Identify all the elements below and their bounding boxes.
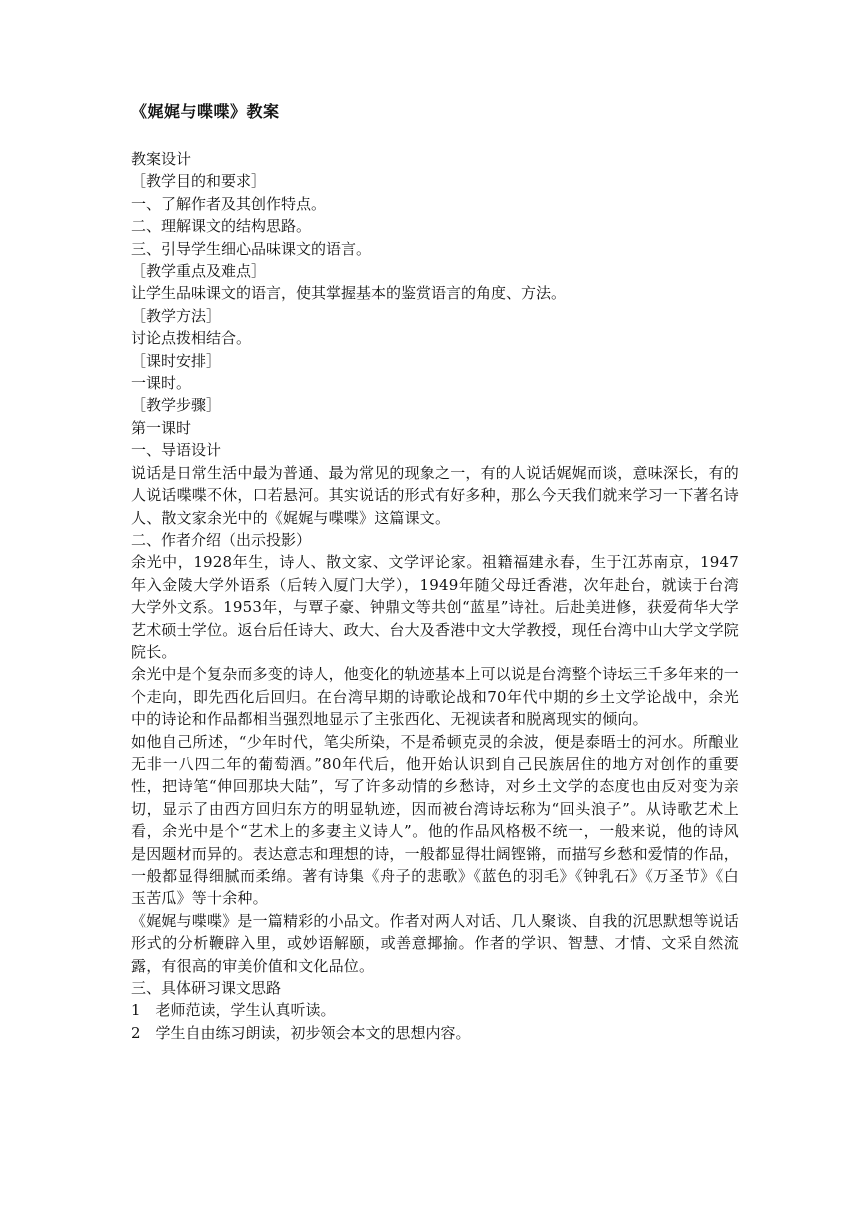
list-item: 二、理解课文的结构思路。 (131, 217, 312, 236)
section-heading: 一、导语设计 (131, 441, 222, 460)
document-title: 《娓娓与喋喋》教案 (131, 102, 280, 121)
numbered-item: 2 学生自由练习朗读，初步领会本文的思想内容。 (131, 1023, 471, 1042)
bracket-heading: ［教学方法］ (131, 306, 222, 325)
bracket-heading: ［课时安排］ (131, 351, 222, 370)
paragraph: 如他自己所述，“少年时代，笔尖所染，不是希顿克灵的余波，便是泰晤士的河水。所酿业无非一八四二年的葡萄酒。”80年代后，他开始认识到自己民族居住的地方对创作的重要性，把诗笔“伸回那块大陆”，写了许多动情的乡愁诗，对乡土文学的态度也由反对变为亲切，显示了由西方回归东方的明显轨迹，因而被台湾诗坛称为“回头浪子”。从诗歌艺术上看，余光中是个“艺术上的多妻主义诗人”。他的作品风格极不统一，一般来说，他的诗风是因题材而异的。表达意志和理想的诗，一般都显得壮阔铿锵，而描写乡愁和爱情的作品，一般都显得细腻而柔绵。著有诗集《舟子的悲歌》《蓝色的羽毛》《钟乳石》《万圣节》《白玉苦瓜》等十余种。 (131, 732, 740, 908)
bracket-heading: ［教学重点及难点］ (131, 262, 267, 281)
paragraph: 余光中，1928年生，诗人、散文家、文学评论家。祖籍福建永春，生于江苏南京，1947年入金陵大学外语系（后转入厦门大学），1949年随父母迁香港，次年赴台，就读于台湾大学外文系。1953年，与覃子豪、钟鼎文等共创“蓝星”诗社。后赴美进修，获爱荷华大学艺术硕士学位。返台后任诗大、政大、台大及香港中文大学教授，现任台湾中山大学文学院院长。 (131, 553, 740, 661)
list-item: 一、了解作者及其创作特点。 (131, 194, 327, 213)
document-page (131, 100, 739, 1044)
paragraph: 余光中是个复杂而多变的诗人，他变化的轨迹基本上可以说是台湾整个诗坛三千多年来的一个走向，即先西化后回归。在台湾早期的诗歌论战和70年代中期的乡土文学论战中，余光中的诗论和作品都相当强烈地显示了主张西化、无视读者和脱离现实的倾向。 (131, 665, 740, 729)
body-line: 一课时。 (131, 374, 192, 393)
section-heading: 第一课时 (131, 418, 192, 437)
paragraph: 说话是日常生活中最为普通、最为常见的现象之一，有的人说话娓娓而谈，意味深长，有的人说话喋喋不休，口若悬河。其实说话的形式有好多种，那么今天我们就来学习一下著名诗人、散文家余光中的《娓娓与喋喋》这篇课文。 (131, 463, 740, 527)
section-heading: 二、作者介绍（出示投影） (131, 530, 312, 549)
body-line: 让学生品味课文的语言，使其掌握基本的鉴赏语言的角度、方法。 (131, 284, 567, 303)
bracket-heading: ［教学步骤］ (131, 396, 222, 415)
body-line: 讨论点拨相结合。 (131, 329, 252, 348)
list-item: 三、引导学生细心品味课文的语言。 (131, 239, 372, 258)
section-heading: 三、具体研习课文思路 (131, 979, 282, 998)
section-heading: 教案设计 (131, 150, 192, 168)
bracket-heading: ［教学目的和要求］ (131, 172, 267, 191)
numbered-item: 1 老师范读，学生认真听读。 (131, 1001, 336, 1020)
paragraph: 《娓娓与喋喋》是一篇精彩的小品文。作者对两人对话、几人聚谈、自我的沉思默想等说话形式的分析鞭辟入里，或妙语解颐，或善意揶揄。作者的学识、智慧、才情、文采自然流露，有很高的审美价值和文化品位。 (131, 911, 740, 975)
